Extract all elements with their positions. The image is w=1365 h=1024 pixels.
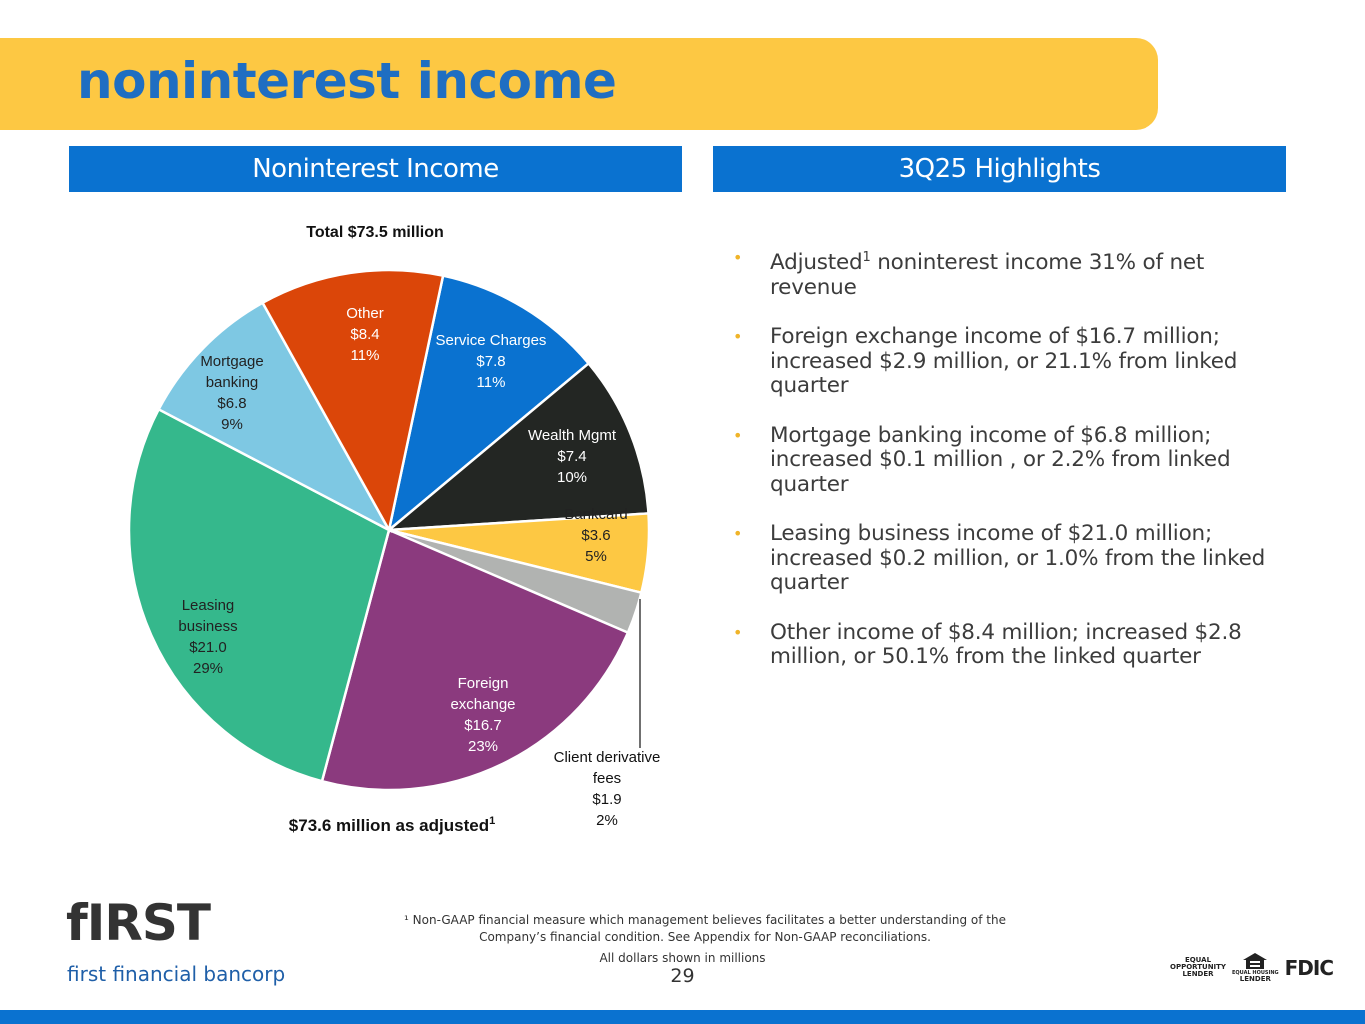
bullet-icon: •	[733, 622, 743, 642]
dollars-note: All dollars shown in millions	[599, 951, 766, 965]
pie-label-line: $21.0	[189, 639, 227, 656]
pie-label-line: Wealth Mgmt	[527, 427, 617, 444]
pie-label-other	[346, 305, 384, 364]
pie-label-line: Client derivative	[553, 749, 661, 766]
highlights-list	[733, 246, 1273, 695]
pie-label-line: $1.9	[592, 791, 622, 808]
pie-label-line: 23%	[467, 738, 499, 755]
fdic-logo: FDIC	[1284, 955, 1334, 980]
footnote-line: ¹ Non-GAAP financial measure which management believes facilitates a better understanding of the	[404, 913, 1006, 927]
pie-label-line: 10%	[556, 469, 588, 486]
equal-housing-lender-badge	[1232, 952, 1279, 983]
badge-line: LENDER	[1239, 975, 1271, 983]
first-financial-logo	[66, 894, 210, 952]
page-title: noninterest income	[77, 52, 617, 110]
highlight-text: Other income of $8.4 million; increased $2.8 million, or 50.1% from the linked quarter	[770, 619, 1242, 670]
pie-label-line: 5%	[585, 548, 607, 565]
pie-label-line: $3.6	[581, 527, 611, 544]
pie-label-line: Foreign	[457, 675, 509, 692]
bottom-bar	[0, 1010, 1365, 1024]
badge-line: EQUAL HOUSING	[1232, 970, 1279, 976]
highlight-item-other	[733, 621, 1273, 670]
bullet-icon: •	[733, 524, 743, 544]
bullet-icon: •	[733, 425, 743, 445]
chart-subtitle-text: $73.6 million as adjusted	[288, 816, 490, 835]
pie-label-line: Other	[346, 305, 384, 322]
footnote-marker: 1	[862, 250, 871, 265]
pie-label-line: business	[178, 618, 238, 635]
regulatory-badges	[1170, 952, 1333, 983]
highlight-text: Mortgage banking income of $6.8 million; increased $0.1 million , or 2.2% from linked quarter	[770, 422, 1231, 497]
pie-label-line: Leasing	[181, 597, 235, 614]
pie-label-line: $7.8	[476, 353, 506, 370]
pie-label-line: $7.4	[557, 448, 587, 465]
page-number: 29	[670, 965, 695, 987]
pie-label-client-derivative-fees	[554, 749, 661, 829]
highlight-text: Adjusted	[770, 250, 863, 276]
bullet-icon: •	[733, 327, 743, 347]
chart-subtitle	[289, 815, 495, 835]
pie-label-line: Mortgage	[200, 353, 264, 370]
pie-label-line: $6.8	[217, 395, 247, 412]
highlights-header: 3Q25 Highlights	[713, 146, 1286, 192]
highlight-item-leasing	[733, 522, 1273, 596]
pie-label-line: fees	[592, 770, 622, 787]
pie-label-line: 11%	[476, 374, 506, 391]
pie-label-line: 11%	[350, 347, 380, 364]
highlight-item-mortgage	[733, 424, 1273, 498]
logo-subtitle: first financial bancorp	[67, 962, 286, 986]
pie-label-line: Bankcard	[564, 506, 628, 523]
highlight-item-foreign-exchange	[733, 325, 1273, 399]
pie-label-line: exchange	[450, 696, 516, 713]
badge-line: LENDER	[1182, 970, 1214, 978]
pie-label-line: 2%	[596, 812, 618, 829]
badge-line: EQUAL	[1184, 956, 1212, 964]
badge-line: OPPORTUNITY	[1170, 963, 1227, 971]
pie-label-line: 9%	[221, 416, 243, 433]
noninterest-income-header: Noninterest Income	[69, 146, 682, 192]
pie-label-line: banking	[205, 374, 259, 391]
footnote-line: Company’s financial condition. See Appendix for Non-GAAP reconciliations.	[479, 930, 931, 944]
highlight-text: noninterest income 31% of net revenue	[770, 250, 1205, 300]
pie-label-line: $8.4	[350, 326, 380, 343]
highlight-text: Leasing business income of $21.0 million; increased $0.2 million, or 1.0% from the linked quarter	[770, 521, 1266, 596]
chart-title: Total $73.5 million	[306, 224, 444, 241]
logo-wordmark: fIRST	[66, 894, 210, 952]
highlight-item-adjusted	[733, 246, 1273, 300]
equal-housing-icon	[1242, 952, 1268, 970]
highlight-text: Foreign exchange income of $16.7 million; increased $2.9 million, or 21.1% from linked quarter	[770, 324, 1238, 399]
pie-label-line: 29%	[192, 660, 224, 677]
pie-label-line: $16.7	[464, 717, 502, 734]
equal-opportunity-lender-badge	[1170, 957, 1226, 978]
chart-subtitle-sup: 1	[489, 815, 496, 827]
pie-label-line: Service Charges	[435, 332, 547, 349]
noninterest-income-pie-chart	[0, 0, 720, 860]
bullet-icon: •	[733, 248, 743, 267]
footnote	[380, 912, 1030, 946]
